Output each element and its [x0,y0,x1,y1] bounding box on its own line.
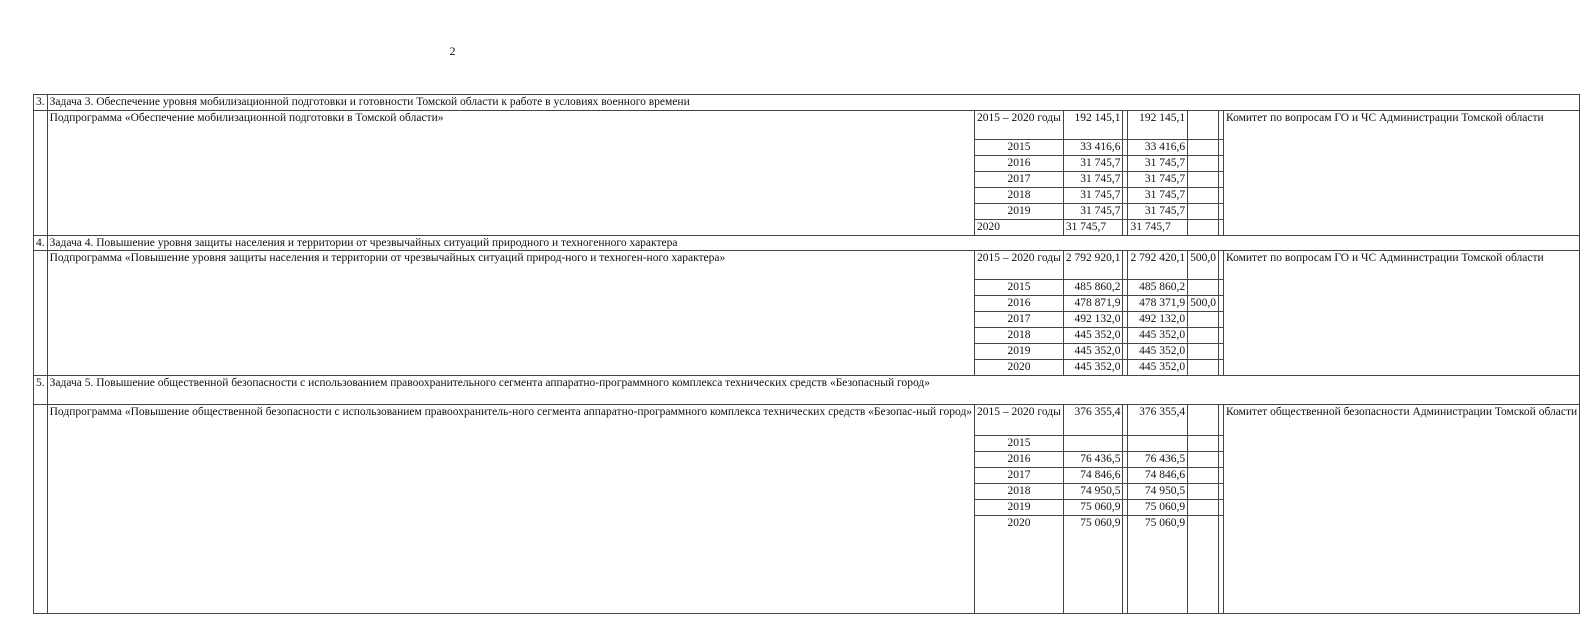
source-4-cell [1188,328,1219,344]
source-3-cell: 74 950,5 [1128,484,1188,500]
period-cell: 2020 [975,219,1064,235]
period-cell: 2020 [975,516,1064,614]
total-amount-cell: 478 871,9 [1063,296,1123,312]
period-cell: 2019 [975,500,1064,516]
period-cell: 2019 [975,344,1064,360]
source-4-cell [1188,516,1219,614]
source-3-cell: 485 860,2 [1128,280,1188,296]
source-5-cell [1218,484,1223,500]
source-3-cell: 478 371,9 [1128,296,1188,312]
source-4-cell [1188,110,1219,139]
empty-number-cell [34,405,48,614]
source-5-cell [1218,452,1223,468]
source-5-cell [1218,312,1223,328]
total-amount-cell: 33 416,6 [1063,139,1123,155]
period-cell: 2017 [975,171,1064,187]
total-amount-cell: 445 352,0 [1063,360,1123,376]
source-4-cell [1188,171,1219,187]
source-5-cell [1218,344,1223,360]
task-number: 5. [34,376,48,405]
period-cell: 2015 – 2020 годы [975,251,1064,280]
total-amount-cell: 76 436,5 [1063,452,1123,468]
data-row [34,405,1580,436]
source-5-cell [1218,360,1223,376]
source-4-cell [1188,405,1219,436]
total-amount-cell: 445 352,0 [1063,328,1123,344]
source-3-cell: 31 745,7 [1128,187,1188,203]
source-5-cell [1218,187,1223,203]
source-4-cell: 500,0 [1188,296,1219,312]
task-title: Задача 5. Повышение общественной безопасности с использованием правоохранительного сегмента аппаратно-программного комплекса технических средств «Безопасный город» [47,376,1580,405]
subprogram-name: Подпрограмма «Повышение общественной безопасности с использованием правоохранитель-ного сегмента аппаратно-программного комплекса технических средств «Безопас-ный город» [47,405,974,614]
period-cell: 2015 [975,139,1064,155]
source-3-cell: 2 792 420,1 [1128,251,1188,280]
total-amount-cell: 31 745,7 [1063,187,1123,203]
source-4-cell [1188,436,1219,452]
period-cell: 2015 [975,280,1064,296]
source-4-cell [1188,203,1219,219]
source-4-cell [1188,468,1219,484]
source-3-cell: 33 416,6 [1128,139,1188,155]
source-5-cell [1218,296,1223,312]
source-4-cell [1188,344,1219,360]
total-amount-cell: 74 950,5 [1063,484,1123,500]
source-4-cell [1188,187,1219,203]
total-amount-cell: 192 145,1 [1063,110,1123,139]
period-cell: 2017 [975,312,1064,328]
source-4-cell [1188,360,1219,376]
responsible-executor: Комитет по вопросам ГО и ЧС Администрации Томской области [1223,110,1579,235]
task-title: Задача 4. Повышение уровня защиты населения и территории от чрезвычайных ситуаций природного и техногенного характера [47,235,1580,251]
period-cell: 2016 [975,296,1064,312]
source-5-cell [1218,328,1223,344]
source-5-cell [1218,139,1223,155]
subprogram-name: Подпрограмма «Повышение уровня защиты населения и территории от чрезвычайных ситуаций природ-ного и техноген-ного характера» [47,251,974,376]
data-row [34,251,1580,280]
source-4-cell: 500,0 [1188,251,1219,280]
source-3-cell: 492 132,0 [1128,312,1188,328]
total-amount-cell: 31 745,7 [1063,203,1123,219]
empty-number-cell [34,251,48,376]
total-amount-cell: 376 355,4 [1063,405,1123,436]
source-3-cell: 445 352,0 [1128,328,1188,344]
period-cell: 2016 [975,155,1064,171]
task-title: Задача 3. Обеспечение уровня мобилизационной подготовки и готовности Томской области к работе в условиях военного времени [47,95,1580,111]
source-3-cell: 192 145,1 [1128,110,1188,139]
responsible-executor: Комитет общественной безопасности Администрации Томской области [1223,405,1579,614]
source-3-cell: 31 745,7 [1128,219,1188,235]
source-5-cell [1218,203,1223,219]
period-cell: 2015 – 2020 годы [975,405,1064,436]
source-4-cell [1188,139,1219,155]
source-3-cell: 76 436,5 [1128,452,1188,468]
total-amount-cell: 31 745,7 [1063,171,1123,187]
source-4-cell [1188,155,1219,171]
page-number: 2 [449,44,456,58]
source-5-cell [1218,171,1223,187]
empty-number-cell [34,110,48,235]
source-3-cell: 75 060,9 [1128,500,1188,516]
source-5-cell [1218,468,1223,484]
period-cell: 2018 [975,484,1064,500]
total-amount-cell: 74 846,6 [1063,468,1123,484]
total-amount-cell: 75 060,9 [1063,500,1123,516]
source-3-cell: 74 846,6 [1128,468,1188,484]
source-4-cell [1188,484,1219,500]
source-5-cell [1218,155,1223,171]
total-amount-cell: 75 060,9 [1063,516,1123,614]
source-3-cell: 445 352,0 [1128,344,1188,360]
task-header-row [34,95,1580,111]
total-amount-cell: 31 745,7 [1063,155,1123,171]
task-number: 4. [34,235,48,251]
period-cell: 2019 [975,203,1064,219]
source-4-cell [1188,452,1219,468]
source-3-cell: 376 355,4 [1128,405,1188,436]
responsible-executor: Комитет по вопросам ГО и ЧС Администрации Томской области [1223,251,1579,376]
source-5-cell [1218,219,1223,235]
period-cell: 2015 – 2020 годы [975,110,1064,139]
period-cell: 2020 [975,360,1064,376]
task-header-row [34,235,1580,251]
source-4-cell [1188,500,1219,516]
source-3-cell [1128,436,1188,452]
subprogram-name: Подпрограмма «Обеспечение мобилизационной подготовки в Томской области» [47,110,974,235]
period-cell: 2015 [975,436,1064,452]
period-cell: 2018 [975,328,1064,344]
source-5-cell [1218,516,1223,614]
source-3-cell: 75 060,9 [1128,516,1188,614]
period-cell: 2017 [975,468,1064,484]
period-cell: 2018 [975,187,1064,203]
source-3-cell: 31 745,7 [1128,155,1188,171]
source-4-cell [1188,280,1219,296]
source-3-cell: 31 745,7 [1128,203,1188,219]
source-5-cell [1218,500,1223,516]
source-5-cell [1218,436,1223,452]
task-header-row [34,376,1580,405]
funding-table [33,94,1580,614]
source-3-cell: 445 352,0 [1128,360,1188,376]
source-4-cell [1188,312,1219,328]
total-amount-cell: 485 860,2 [1063,280,1123,296]
total-amount-cell [1063,436,1123,452]
source-5-cell [1218,280,1223,296]
task-number: 3. [34,95,48,111]
source-3-cell: 31 745,7 [1128,171,1188,187]
total-amount-cell: 492 132,0 [1063,312,1123,328]
data-row [34,110,1580,139]
period-cell: 2016 [975,452,1064,468]
total-amount-cell: 31 745,7 [1063,219,1123,235]
source-4-cell [1188,219,1219,235]
total-amount-cell: 2 792 920,1 [1063,251,1123,280]
total-amount-cell: 445 352,0 [1063,344,1123,360]
